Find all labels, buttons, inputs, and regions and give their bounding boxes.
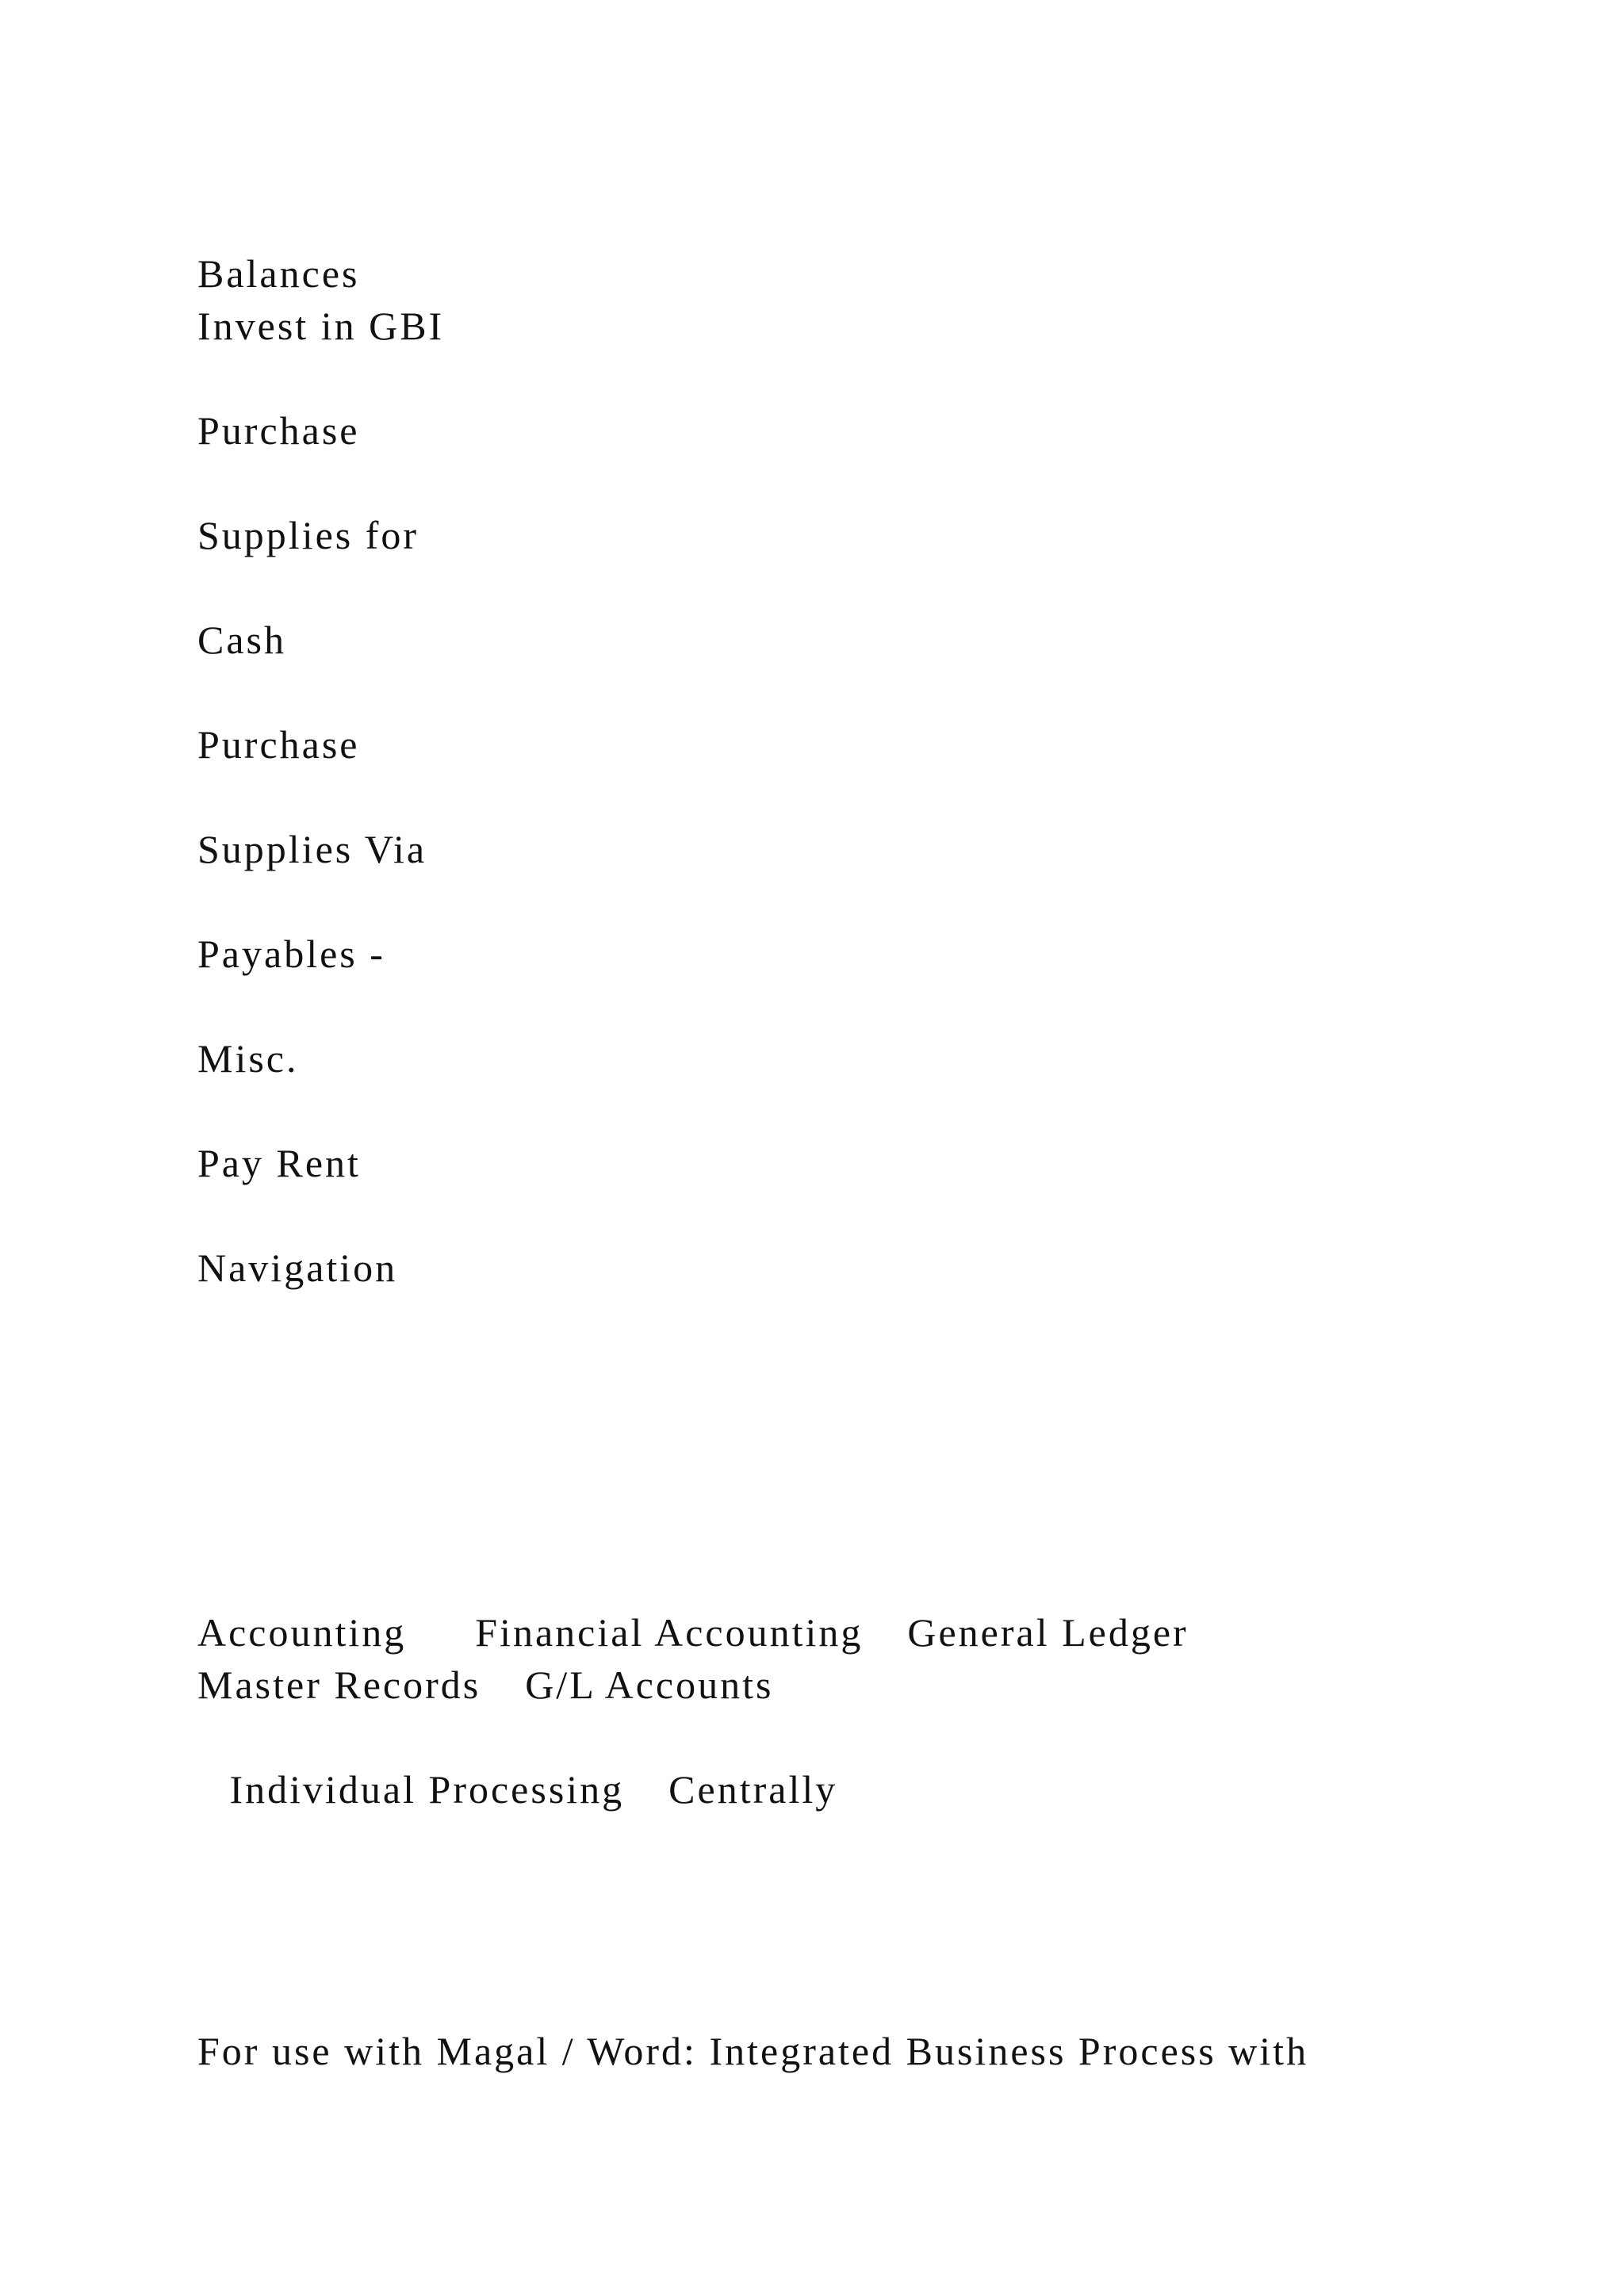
menu-path-line-3 bbox=[197, 1764, 837, 1815]
menu-path-centrally: Centrally bbox=[668, 1767, 838, 1812]
text-line-payables: Payables - bbox=[197, 932, 385, 976]
text-line-purchase-2: Purchase bbox=[197, 722, 360, 767]
text-line-misc: Misc. bbox=[197, 1036, 299, 1081]
menu-path-individual-processing: Individual Processing bbox=[229, 1767, 625, 1812]
text-line-invest-in-gbi: Invest in GBI bbox=[197, 304, 445, 348]
text-line-navigation: Navigation bbox=[197, 1246, 398, 1290]
text-line-supplies-via: Supplies Via bbox=[197, 827, 427, 871]
text-line-supplies-for: Supplies for bbox=[197, 513, 419, 557]
menu-path-line-1 bbox=[197, 1607, 1220, 1658]
text-line-cash: Cash bbox=[197, 618, 286, 662]
menu-path-master-records: Master Records bbox=[197, 1663, 481, 1707]
menu-path-gl-accounts: G/L Accounts bbox=[525, 1663, 774, 1707]
menu-path-financial-accounting: Financial Accounting bbox=[475, 1610, 864, 1655]
menu-path-accounting: Accounting bbox=[197, 1610, 407, 1655]
text-line-balances: Balances bbox=[197, 251, 360, 296]
menu-path-general-ledger: General Ledger bbox=[907, 1610, 1189, 1655]
text-line-purchase: Purchase bbox=[197, 408, 360, 453]
text-line-pay-rent: Pay Rent bbox=[197, 1141, 361, 1185]
menu-path-line-2 bbox=[197, 1659, 773, 1710]
footer-text: For use with Magal / Word: Integrated Business Process with bbox=[197, 2029, 1309, 2073]
